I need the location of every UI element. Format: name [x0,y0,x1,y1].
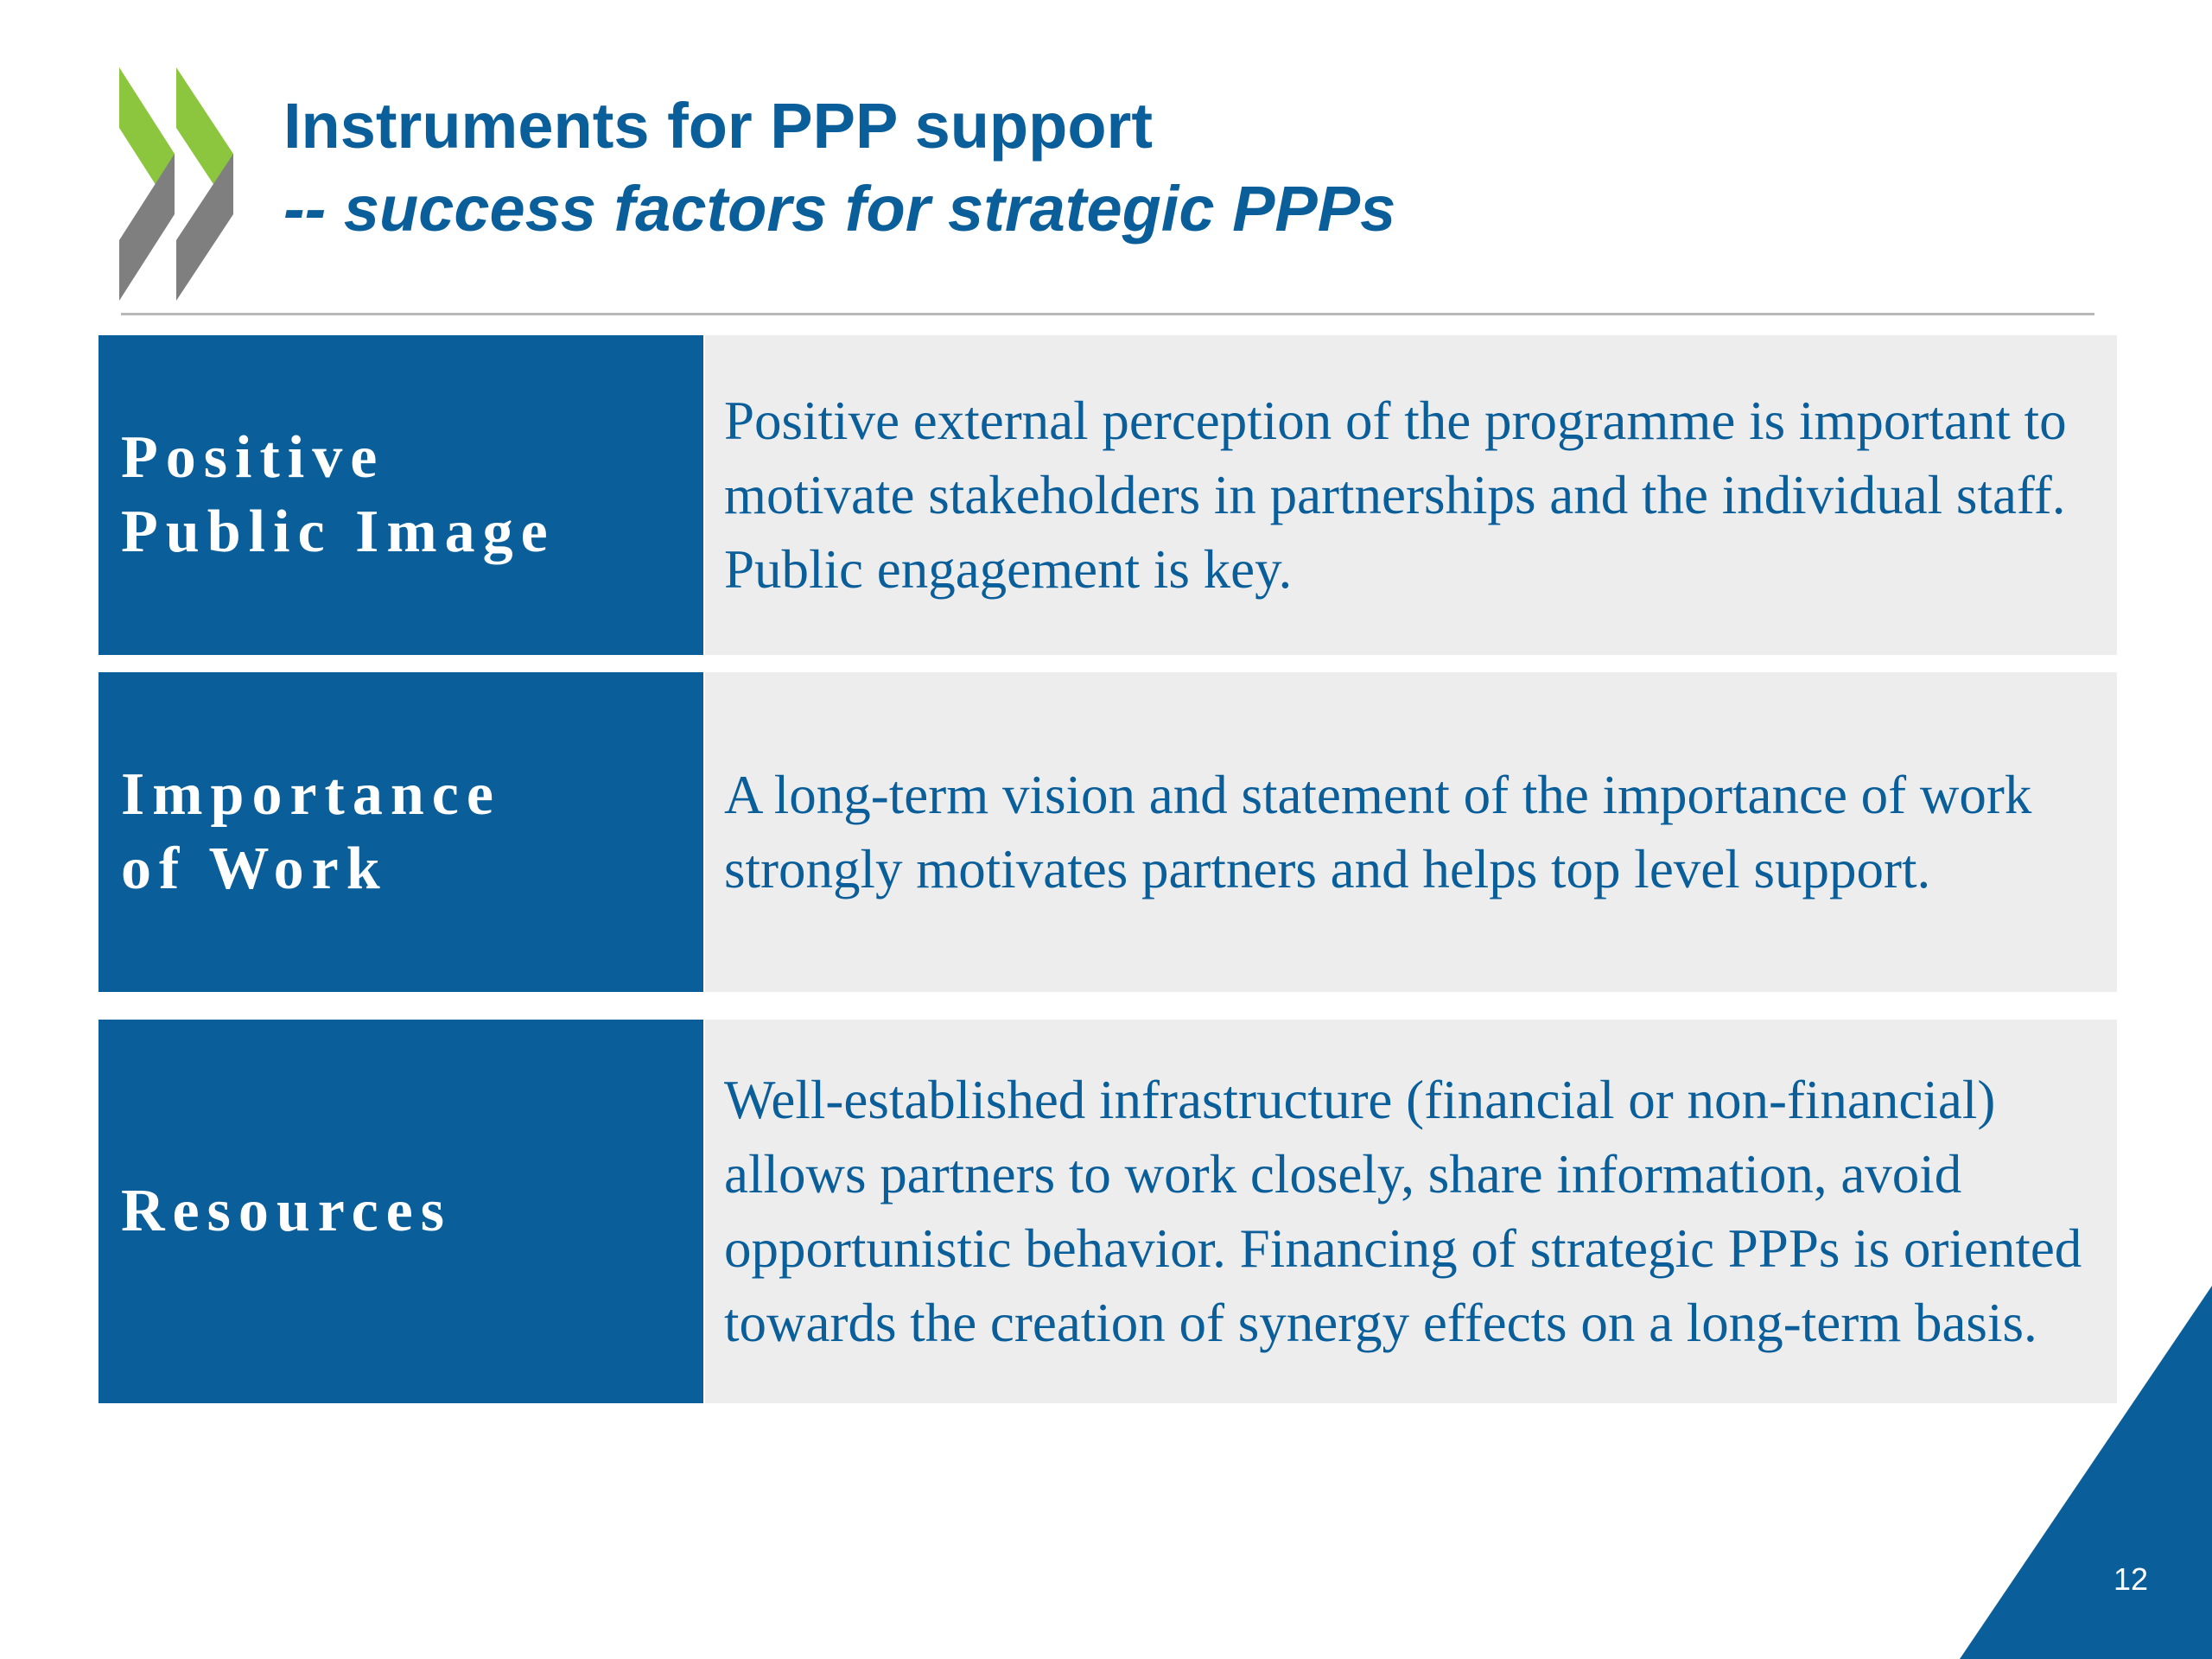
title-main: Instruments for PPP support [283,90,1153,162]
factor-description: Positive external perception of the programme is important to motivate stakeholders in partnerships and the individual staff. Public engagement is key. [724,391,2067,600]
factor-row-resources [99,1020,2117,1403]
factor-label: Resources [121,1178,452,1244]
title-divider [121,313,2094,315]
corner-triangle-decoration [1849,1286,2212,1659]
page-title [283,85,1395,251]
factor-description-cell [705,672,2117,992]
factor-description-cell [705,335,2117,655]
chevron-logo-icon [118,67,238,301]
factor-label: Importance of Work [121,761,501,902]
title-subtitle: -- success factors for strategic PPPs [283,173,1396,245]
factor-row-importance-of-work [99,672,2117,992]
factor-label-cell [99,335,703,655]
factor-description: A long-term vision and statement of the importance of work strongly motivates partners and helps top level support. [724,765,2032,899]
factor-label: Positive Public Image [121,424,556,565]
page-number: 12 [2113,1561,2149,1597]
factor-row-public-image [99,335,2117,655]
factor-description: Well-established infrastructure (financial or non-financial) allows partners to work closely, share information, avoid opportunistic behavior. Financing of strategic PPPs is oriented towards the creation of synergy effects on a long-term basis. [724,1070,2082,1353]
factor-label-cell [99,1020,703,1403]
factor-label-cell [99,672,703,992]
